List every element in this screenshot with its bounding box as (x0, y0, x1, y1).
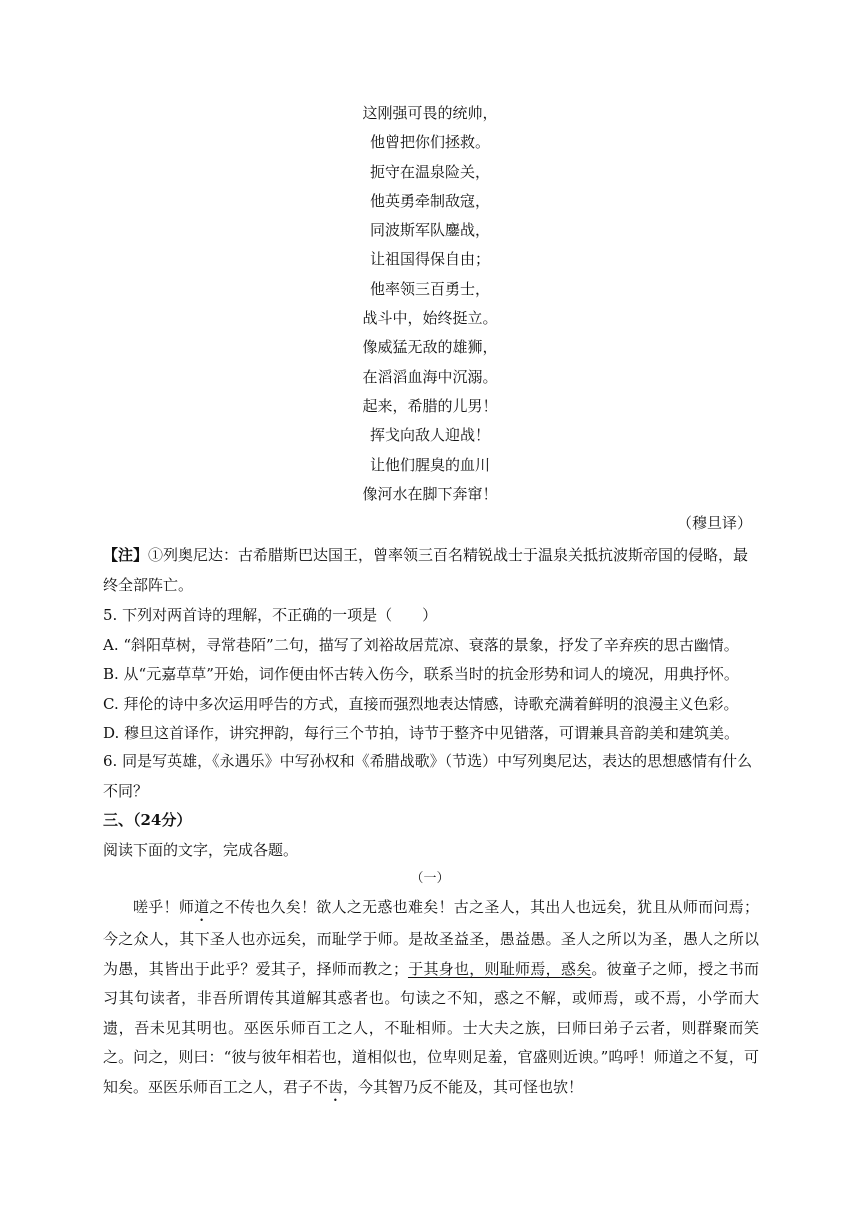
option-c: C. 拜伦的诗中多次运用呼告的方式，直接而强烈地表达情感，诗歌充满着鲜明的浪漫主义色彩。 (103, 694, 739, 713)
translator-credit: （穆旦译） (676, 514, 752, 532)
option-a: A. “斜阳草树，寻常巷陌”二句，描写了刘裕故居荒凉、衰落的景象，抒发了辛弃疾的思古幽情。 (103, 635, 739, 654)
section-instruction: 阅读下面的文字，完成各题。 (103, 841, 299, 859)
passage-subtitle: （一） (410, 871, 450, 886)
poem-line: 让祖国得保自由； (369, 250, 490, 269)
poem-line: 挥戈向敌人迎战！ (369, 426, 490, 445)
poem-line: 这刚强可畏的统帅， (362, 104, 498, 122)
poem-line: 扼守在温泉险关， (369, 162, 490, 181)
poem-line: 他英勇牵制敌寇， (369, 191, 490, 210)
poem-line: 战斗中，始终挺立。 (362, 309, 498, 328)
option-b: B. 从“元嘉草草”开始，词作便由怀古转入伤今，联系当时的抗金形势和词人的境况，用典抒怀。 (103, 665, 739, 683)
section-heading: 三、（24分） (103, 811, 192, 829)
poem-line: 在滔滔血海中沉溺。 (362, 367, 498, 386)
passage-text: ，今其智乃反不能及，其可怪也欤！ (343, 1077, 584, 1096)
passage-text: 之不传也久矣！欲人之无惑也难矣！古之圣人，其出人也远矣，犹且从师而问焉；今之众人，其下圣人也亦远矣，而耻学于师。是故圣益圣，愚益愚。圣人之所以为圣，愚人之所以为愚，其皆出于此乎？爱其子，择师而教之； (103, 898, 759, 978)
poem-line: 像威猛无敌的雄狮， (362, 338, 498, 357)
passage-text: 。彼童子之师，授之书而习其句读者，非吾所谓传其道解其惑者也。句读之不知，惑之不解，或师焉，或不焉，小学而大遗，吾未见其明也。巫医乐师百工之人，不耻相师。士大夫之族，曰师曰弟子云者，则群聚而笑之。问之，则曰：“彼与彼年相若也，道相似也，位卑则足羞，官盛则近谀。”呜呼！师道之不复，可知矣。巫医乐师百工之人，君子不 (103, 959, 759, 1096)
poem-line: 像河水在脚下奔窜！ (362, 484, 498, 503)
poem-line: 让他们腥臭的血川 (369, 455, 490, 474)
poem-line: 他曾把你们拯救。 (369, 133, 490, 152)
question-6: 6. 同是写英雄，《永遇乐》中写孙权和《希腊战歌》（节选）中写列奥尼达，表达的思想感情有什么不同？ (103, 752, 753, 800)
note-text: ①列奥尼达：古希腊斯巴达国王，曾率领三百名精锐战士于温泉关抵抗波斯帝国的侵略，最终全部阵亡。 (103, 546, 749, 594)
poem-line: 同波斯军队鏖战， (369, 221, 490, 240)
footnote (103, 541, 759, 600)
dotted-char: 齿 (328, 1077, 344, 1096)
underlined-sentence: 于其身也，则耻师焉，惑矣 (407, 959, 592, 978)
option-d: D. 穆旦这首译作，讲究押韵，每行三个节拍，诗节于整齐中见错落，可谓兼具音韵美和建筑美。 (103, 724, 740, 742)
poem-line: 他率领三百勇士， (369, 279, 490, 298)
question-5-stem: 5. 下列对两首诗的理解，不正确的一项是（ ） (103, 606, 438, 624)
poem-line: 起来，希腊的儿男！ (362, 396, 498, 415)
dotted-char: 道 (194, 898, 210, 916)
classical-passage (103, 893, 759, 1105)
poem (0, 99, 860, 509)
passage-text: 嗟乎！师 (133, 898, 195, 916)
question-5 (103, 601, 759, 749)
note-label: 【注】 (103, 546, 149, 564)
